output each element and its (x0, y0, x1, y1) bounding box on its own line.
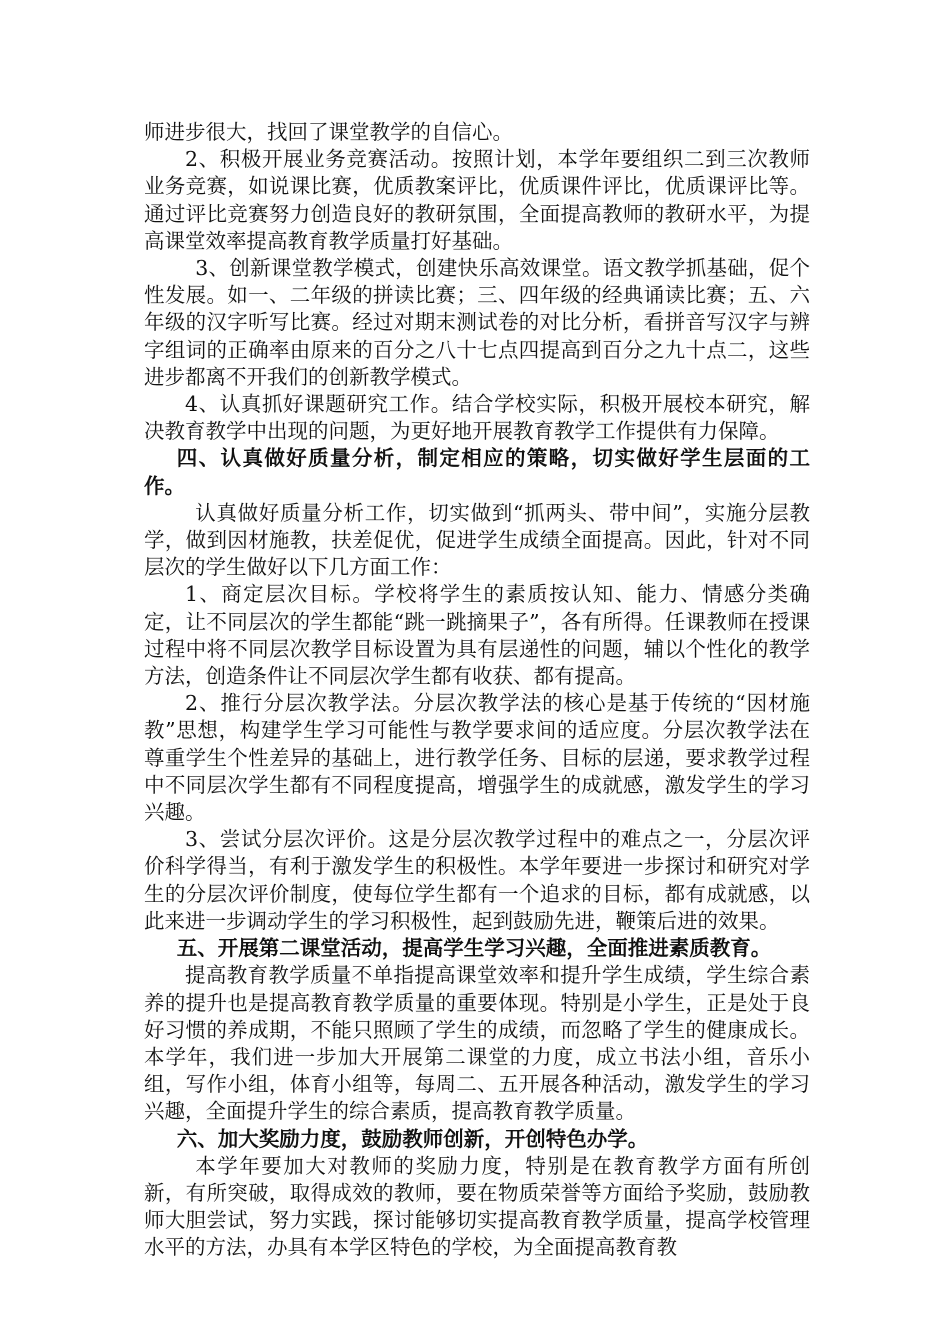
paragraph-layer-evaluation: 3、尝试分层次评价。这是分层次教学过程中的难点之一，分层次评价科学得当，有利于激发学生的积极性。本学年要进一步探讨和研究对学生的分层次评价制度，使每位学生都有一个追求的目标，都有成就感，以此来进一步调动学生的学习积极性，起到鼓励先进，鞭策后进的效果。 (144, 827, 810, 933)
paragraph-section-5-body: 提高教育教学质量不单指提高课堂效率和提升学生成绩，学生综合素养的提升也是提高教育教学质量的重要体现。特别是小学生，正是处于良好习惯的养成期，不能只照顾了学生的成绩，而忽略了学生的健康成长。本学年，我们进一步加大开展第二课堂的力度，成立书法小组，音乐小组，写作小组，体育小组等，每周二、五开展各种活动，激发学生的学习兴趣，全面提升学生的综合素质，提高教育教学质量。 (144, 963, 810, 1124)
document-body (144, 119, 810, 1262)
paragraph-layer-teaching: 2、推行分层次教学法。分层次教学法的核心是基于传统的“因材施教”思想，构建学生学习可能性与教学要求间的适应度。分层次教学法在尊重学生个性差异的基础上，进行教学任务、目标的层递，要求教学过程中不同层次学生都有不同程度提高，增强学生的成就感，激发学生的学习兴趣。 (144, 691, 810, 825)
paragraph-section-6-body: 本学年要加大对教师的奖励力度，特别是在教育教学方面有所创新，有所突破，取得成效的教师，要在物质荣誉等方面给予奖励，鼓励教师大胆尝试，努力实践，探讨能够切实提高教育教学质量，提高学校管理水平的方法，办具有本学区特色的学校，为全面提高教育教 (144, 1153, 810, 1260)
paragraph-section-4-intro: 认真做好质量分析工作，切实做到“抓两头、带中间”，实施分层教学，做到因材施教，扶差促优，促进学生成绩全面提高。因此，针对不同层次的学生做好以下几方面工作： (144, 500, 810, 580)
paragraph-layer-goal: 1、商定层次目标。学校将学生的素质按认知、能力、情感分类确定，让不同层次的学生都能“跳一跳摘果子”，各有所得。任课教师在授课过程中将不同层次教学目标设置为具有层递性的问题，辅以个性化的教学方法，创造条件让不同层次学生都有收获、都有提高。 (144, 582, 810, 689)
paragraph-continuation: 师进步很大，找回了课堂教学的自信心。 (144, 120, 513, 144)
section-heading-6: 六、加大奖励力度，鼓励教师创新，开创特色办学。 (176, 1126, 649, 1151)
paragraph-item-3: 3、创新课堂教学模式，创建快乐高效课堂。语文教学抓基础，促个性发展。如一、二年级的拼读比赛；三、四年级的经典诵读比赛；五、六年级的汉字听写比赛。经过对期末测试卷的对比分析，看拼音写汉字与辨字组词的正确率由原来的百分之八十七点四提高到百分之九十点二，这些进步都离不开我们的创新教学模式。 (144, 256, 810, 389)
section-heading-5: 五、开展第二课堂活动，提高学生学习兴趣，全面推进素质教育。 (176, 936, 772, 961)
section-heading-4: 四、认真做好质量分析，制定相应的策略，切实做好学生层面的工作。 (144, 446, 810, 498)
paragraph-item-4: 4、认真抓好课题研究工作。结合学校实际，积极开展校本研究，解决教育教学中出现的问题，为更好地开展教育教学工作提供有力保障。 (144, 392, 810, 444)
paragraph-item-2: 2、积极开展业务竞赛活动。按照计划，本学年要组织二到三次教师业务竞赛，如说课比赛，优质教案评比，优质课件评比，优质课评比等。通过评比竞赛努力创造良好的教研氛围，全面提高教师的教研水平，为提高课堂效率提高教育教学质量打好基础。 (144, 147, 810, 253)
